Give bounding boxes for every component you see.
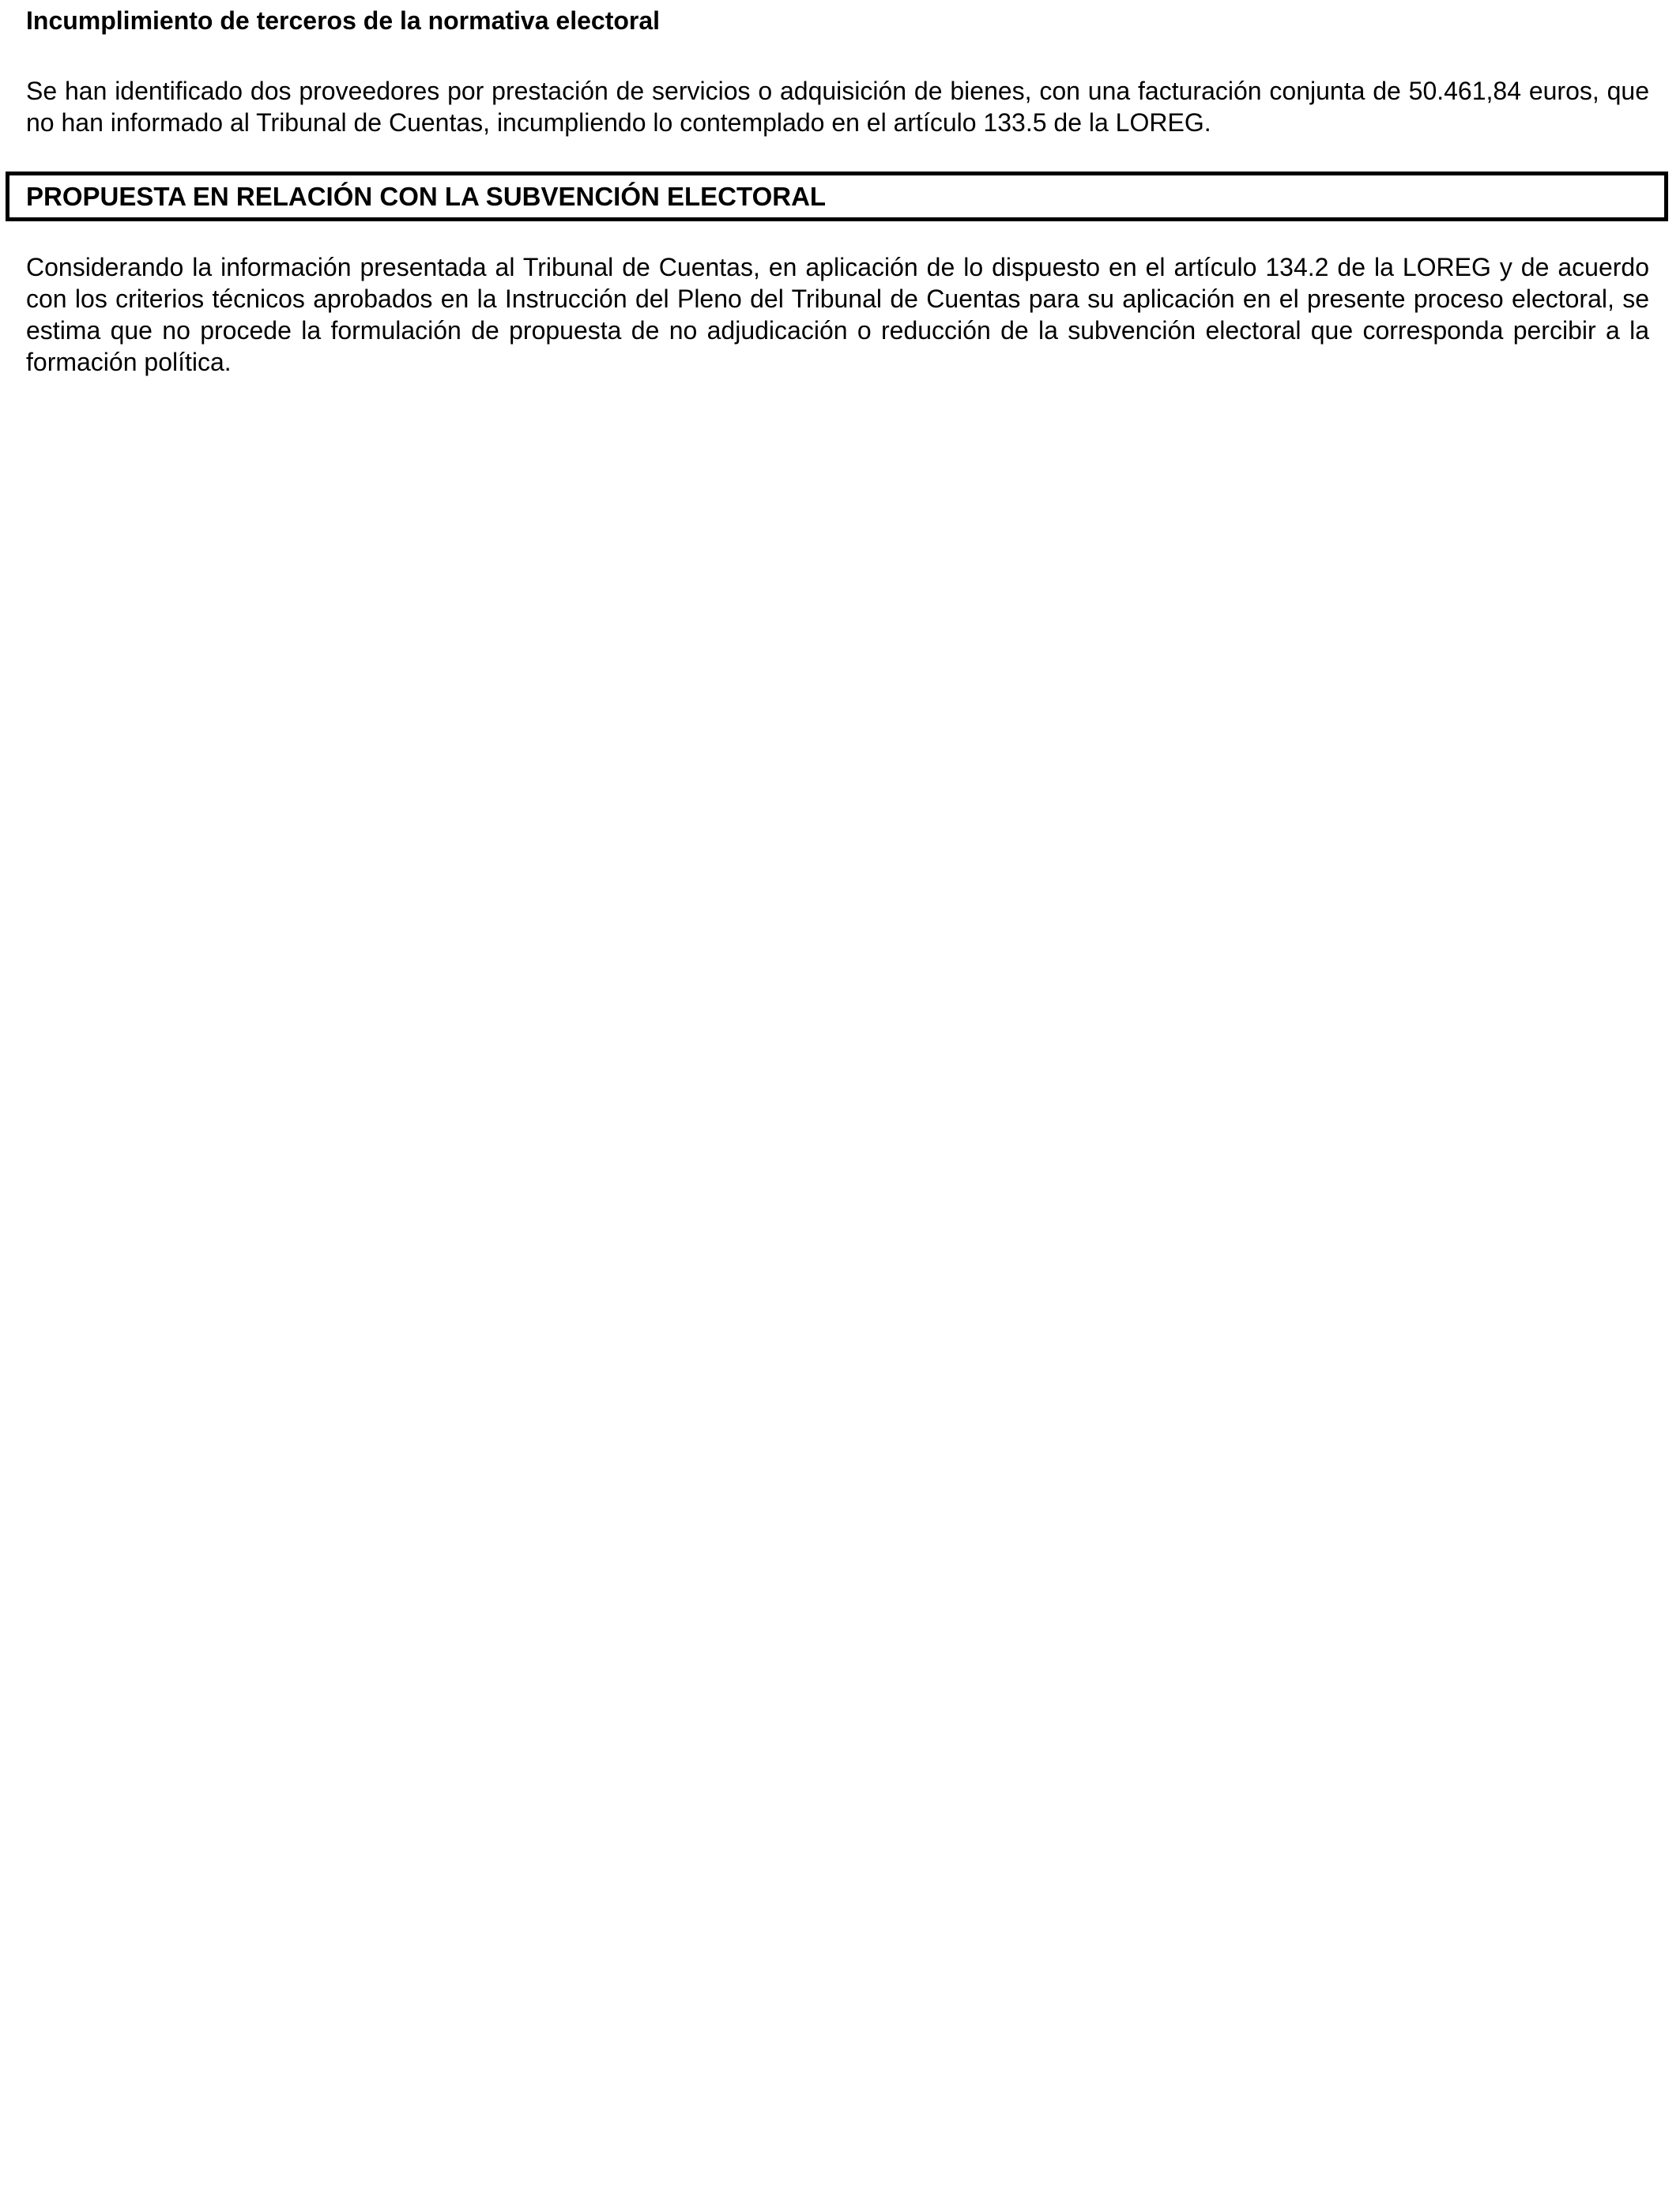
section-subsidy-proposal [26,251,1649,378]
section-title-subsidy-proposal: PROPUESTA EN RELACIÓN CON LA SUBVENCIÓN ELECTORAL [26,182,827,211]
section-third-party-noncompliance [26,5,1649,138]
paragraph-suppliers: Se han identificado dos proveedores por prestación de servicios o adquisición de bienes, con una facturación conjunta de 50.461,84 euros, que no han informado al Tribunal de Cuentas, incumpliendo lo contemplado en el artículo 133.5 de la LOREG. [26,77,1649,137]
subheading-third-party-noncompliance: Incumplimiento de terceros de la normativa electoral [26,6,661,35]
paragraph-subsidy-conclusion: Considerando la información presentada al Tribunal de Cuentas, en aplicación de lo dispuesto en el artículo 134.2 de la LOREG y de acuerdo con los criterios técnicos aprobados en la Instrucción del Pleno del Tribunal de Cuentas para su aplicación en el presente proceso electoral, se estima que no procede la formulación de propuesta de no adjudicación o reducción de la subvención electoral que corresponda percibir a la formación política. [26,253,1649,376]
section-title-box [6,172,1668,221]
